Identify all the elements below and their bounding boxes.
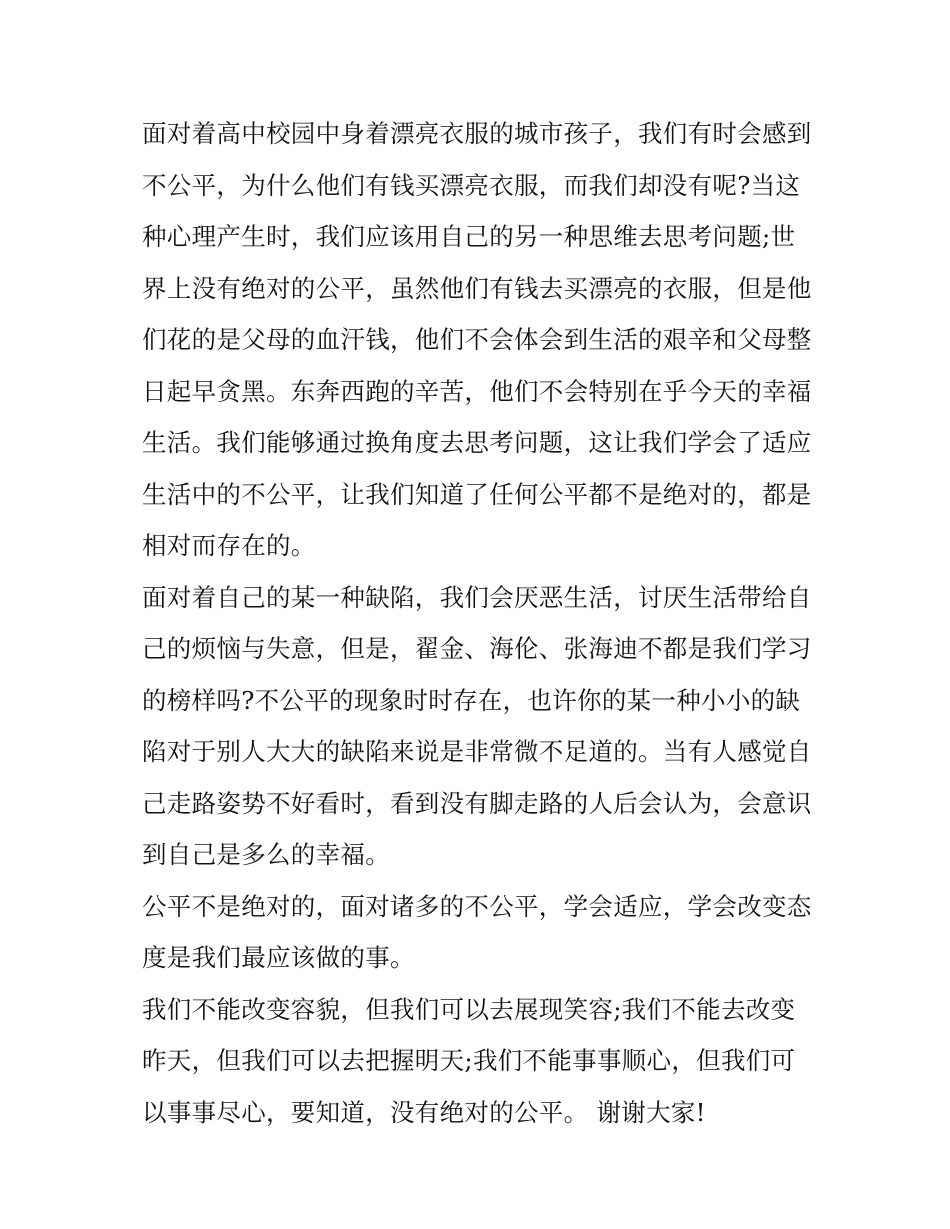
- text-line: 的榜样吗?不公平的现象时时存在，也许你的某一种小小的缺: [142, 685, 801, 715]
- text-line: 我们不能改变容貌，但我们可以去展现笑容;我们不能去改变: [142, 994, 796, 1024]
- text-line: 相对而存在的。: [142, 531, 316, 560]
- text-line: 陷对于别人大大的缺陷来说是非常微不足道的。当有人感觉自: [142, 737, 812, 766]
- text-line: 己走路姿势不好看时，看到没有脚走路的人后会认为，会意识: [142, 788, 812, 818]
- text-line: 面对着高中校园中身着漂亮衣服的城市孩子，我们有时会感到: [142, 119, 812, 148]
- text-line: 到自己是多么的幸福。: [142, 840, 390, 869]
- text-line: 种心理产生时，我们应该用自己的另一种思维去思考问题;世: [142, 222, 796, 251]
- text-line: 日起早贪黑。东奔西跑的辛苦，他们不会特别在乎今天的幸福: [142, 376, 812, 406]
- text-line: 昨天，但我们可以去把握明天;我们不能事事顺心，但我们可: [142, 1046, 796, 1075]
- text-line: 生活中的不公平，让我们知道了任何公平都不是绝对的，都是: [142, 479, 812, 509]
- text-line: 己的烦恼与失意，但是，翟金、海伦、张海迪不都是我们学习: [142, 634, 812, 663]
- paragraph-1: [142, 108, 822, 572]
- text-line: 们花的是父母的血汗钱，他们不会体会到生活的艰辛和父母整: [142, 325, 812, 354]
- text-line: 度是我们最应该做的事。: [142, 943, 415, 972]
- text-line: 面对着自己的某一种缺陷，我们会厌恶生活，讨厌生活带给自: [142, 582, 812, 612]
- paragraph-2: [142, 572, 822, 881]
- text-line: 不公平，为什么他们有钱买漂亮衣服，而我们却没有呢?当这: [142, 170, 801, 200]
- text-line: 公平不是绝对的，面对诸多的不公平，学会适应，学会改变态: [142, 891, 812, 921]
- text-line: 以事事尽心，要知道，没有绝对的公平。 谢谢大家!: [142, 1097, 706, 1127]
- body-text: [142, 108, 822, 1138]
- paragraph-3: [142, 881, 822, 984]
- text-line: 生活。我们能够通过换角度去思考问题，这让我们学会了适应: [142, 428, 812, 457]
- paragraph-4: [142, 984, 822, 1139]
- text-line: 界上没有绝对的公平，虽然他们有钱去买漂亮的衣服，但是他: [142, 273, 812, 303]
